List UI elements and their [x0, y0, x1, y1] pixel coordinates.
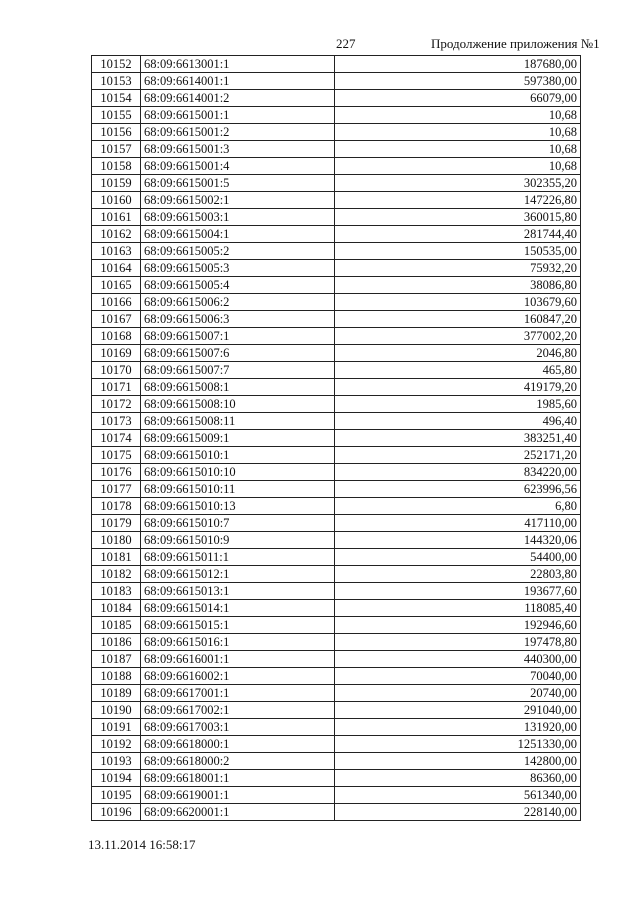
- row-number-cell: 10187: [92, 651, 141, 668]
- row-number-cell: 10158: [92, 158, 141, 175]
- row-number-cell: 10196: [92, 804, 141, 821]
- table-row: [92, 583, 581, 600]
- value-cell: 103679,60: [335, 294, 581, 311]
- value-cell: 150535,00: [335, 243, 581, 260]
- value-cell: 20740,00: [335, 685, 581, 702]
- table-row: [92, 702, 581, 719]
- row-number-cell: 10188: [92, 668, 141, 685]
- table-row: [92, 600, 581, 617]
- table-row: [92, 209, 581, 226]
- row-number-cell: 10163: [92, 243, 141, 260]
- cadastral-number-cell: 68:09:6613001:1: [141, 56, 335, 73]
- row-number-cell: 10193: [92, 753, 141, 770]
- value-cell: 377002,20: [335, 328, 581, 345]
- row-number-cell: 10157: [92, 141, 141, 158]
- row-number-cell: 10186: [92, 634, 141, 651]
- row-number-cell: 10155: [92, 107, 141, 124]
- cadastral-number-cell: 68:09:6615005:3: [141, 260, 335, 277]
- cadastral-number-cell: 68:09:6615005:2: [141, 243, 335, 260]
- cadastral-number-cell: 68:09:6616001:1: [141, 651, 335, 668]
- value-cell: 70040,00: [335, 668, 581, 685]
- cadastral-number-cell: 68:09:6615010:11: [141, 481, 335, 498]
- value-cell: 10,68: [335, 158, 581, 175]
- cadastral-number-cell: 68:09:6618000:1: [141, 736, 335, 753]
- row-number-cell: 10159: [92, 175, 141, 192]
- value-cell: 54400,00: [335, 549, 581, 566]
- value-cell: 118085,40: [335, 600, 581, 617]
- table-row: [92, 90, 581, 107]
- table-row: [92, 787, 581, 804]
- value-cell: 417110,00: [335, 515, 581, 532]
- table-row: [92, 770, 581, 787]
- table-row: [92, 243, 581, 260]
- cadastral-number-cell: 68:09:6618001:1: [141, 770, 335, 787]
- value-cell: 160847,20: [335, 311, 581, 328]
- value-cell: 144320,06: [335, 532, 581, 549]
- value-cell: 193677,60: [335, 583, 581, 600]
- row-number-cell: 10174: [92, 430, 141, 447]
- page-number: 227: [336, 36, 356, 51]
- value-cell: 561340,00: [335, 787, 581, 804]
- cadastral-number-cell: 68:09:6617001:1: [141, 685, 335, 702]
- value-cell: 187680,00: [335, 56, 581, 73]
- cadastral-number-cell: 68:09:6615001:3: [141, 141, 335, 158]
- row-number-cell: 10166: [92, 294, 141, 311]
- cadastral-number-cell: 68:09:6615008:1: [141, 379, 335, 396]
- row-number-cell: 10183: [92, 583, 141, 600]
- value-cell: 465,80: [335, 362, 581, 379]
- value-cell: 66079,00: [335, 90, 581, 107]
- row-number-cell: 10190: [92, 702, 141, 719]
- row-number-cell: 10180: [92, 532, 141, 549]
- cadastral-number-cell: 68:09:6615010:9: [141, 532, 335, 549]
- table-row: [92, 515, 581, 532]
- cadastral-number-cell: 68:09:6615014:1: [141, 600, 335, 617]
- row-number-cell: 10192: [92, 736, 141, 753]
- table-row: [92, 719, 581, 736]
- cadastral-number-cell: 68:09:6615001:2: [141, 124, 335, 141]
- appendix-continuation-note: Продолжение приложения №1: [431, 36, 600, 51]
- cadastral-number-cell: 68:09:6615004:1: [141, 226, 335, 243]
- table-row: [92, 192, 581, 209]
- row-number-cell: 10185: [92, 617, 141, 634]
- row-number-cell: 10156: [92, 124, 141, 141]
- row-number-cell: 10194: [92, 770, 141, 787]
- cadastral-number-cell: 68:09:6617003:1: [141, 719, 335, 736]
- table-row: [92, 634, 581, 651]
- row-number-cell: 10175: [92, 447, 141, 464]
- row-number-cell: 10181: [92, 549, 141, 566]
- value-cell: 496,40: [335, 413, 581, 430]
- cadastral-number-cell: 68:09:6615002:1: [141, 192, 335, 209]
- cadastral-number-cell: 68:09:6615010:7: [141, 515, 335, 532]
- table-row: [92, 804, 581, 821]
- value-cell: 252171,20: [335, 447, 581, 464]
- table-row: [92, 56, 581, 73]
- value-cell: 38086,80: [335, 277, 581, 294]
- cadastral-number-cell: 68:09:6617002:1: [141, 702, 335, 719]
- table-row: [92, 430, 581, 447]
- table-row: [92, 481, 581, 498]
- value-cell: 6,80: [335, 498, 581, 515]
- table-row: [92, 413, 581, 430]
- row-number-cell: 10152: [92, 56, 141, 73]
- value-cell: 440300,00: [335, 651, 581, 668]
- table-row: [92, 124, 581, 141]
- cadastral-value-table: [91, 55, 581, 821]
- table-row: [92, 498, 581, 515]
- value-cell: 597380,00: [335, 73, 581, 90]
- value-cell: 86360,00: [335, 770, 581, 787]
- value-cell: 22803,80: [335, 566, 581, 583]
- cadastral-number-cell: 68:09:6619001:1: [141, 787, 335, 804]
- table-row: [92, 379, 581, 396]
- table-row: [92, 226, 581, 243]
- table-row: [92, 566, 581, 583]
- row-number-cell: 10191: [92, 719, 141, 736]
- row-number-cell: 10154: [92, 90, 141, 107]
- row-number-cell: 10164: [92, 260, 141, 277]
- cadastral-number-cell: 68:09:6615005:4: [141, 277, 335, 294]
- cadastral-number-cell: 68:09:6615008:10: [141, 396, 335, 413]
- row-number-cell: 10184: [92, 600, 141, 617]
- row-number-cell: 10179: [92, 515, 141, 532]
- row-number-cell: 10153: [92, 73, 141, 90]
- row-number-cell: 10161: [92, 209, 141, 226]
- cadastral-number-cell: 68:09:6615016:1: [141, 634, 335, 651]
- row-number-cell: 10195: [92, 787, 141, 804]
- table-row: [92, 396, 581, 413]
- value-cell: 131920,00: [335, 719, 581, 736]
- table-row: [92, 158, 581, 175]
- table-row: [92, 277, 581, 294]
- cadastral-number-cell: 68:09:6614001:1: [141, 73, 335, 90]
- cadastral-number-cell: 68:09:6615001:5: [141, 175, 335, 192]
- cadastral-number-cell: 68:09:6615012:1: [141, 566, 335, 583]
- cadastral-number-cell: 68:09:6615007:7: [141, 362, 335, 379]
- table-row: [92, 651, 581, 668]
- table-row: [92, 549, 581, 566]
- cadastral-number-cell: 68:09:6616002:1: [141, 668, 335, 685]
- table-row: [92, 141, 581, 158]
- row-number-cell: 10168: [92, 328, 141, 345]
- value-cell: 142800,00: [335, 753, 581, 770]
- row-number-cell: 10171: [92, 379, 141, 396]
- value-cell: 10,68: [335, 124, 581, 141]
- cadastral-number-cell: 68:09:6620001:1: [141, 804, 335, 821]
- value-cell: 2046,80: [335, 345, 581, 362]
- cadastral-number-cell: 68:09:6615010:1: [141, 447, 335, 464]
- table-row: [92, 73, 581, 90]
- value-cell: 419179,20: [335, 379, 581, 396]
- cadastral-number-cell: 68:09:6615007:1: [141, 328, 335, 345]
- row-number-cell: 10177: [92, 481, 141, 498]
- value-cell: 360015,80: [335, 209, 581, 226]
- table-body: [92, 56, 581, 821]
- table-row: [92, 753, 581, 770]
- table-row: [92, 107, 581, 124]
- cadastral-number-cell: 68:09:6615011:1: [141, 549, 335, 566]
- cadastral-number-cell: 68:09:6615010:13: [141, 498, 335, 515]
- table-row: [92, 668, 581, 685]
- value-cell: 834220,00: [335, 464, 581, 481]
- cadastral-number-cell: 68:09:6615008:11: [141, 413, 335, 430]
- value-cell: 10,68: [335, 107, 581, 124]
- table-row: [92, 294, 581, 311]
- row-number-cell: 10170: [92, 362, 141, 379]
- cadastral-number-cell: 68:09:6615006:3: [141, 311, 335, 328]
- row-number-cell: 10178: [92, 498, 141, 515]
- cadastral-number-cell: 68:09:6615010:10: [141, 464, 335, 481]
- value-cell: 383251,40: [335, 430, 581, 447]
- table-row: [92, 311, 581, 328]
- print-timestamp: 13.11.2014 16:58:17: [88, 837, 196, 852]
- cadastral-number-cell: 68:09:6615013:1: [141, 583, 335, 600]
- table-row: [92, 447, 581, 464]
- table-row: [92, 685, 581, 702]
- cadastral-number-cell: 68:09:6615001:4: [141, 158, 335, 175]
- table-row: [92, 736, 581, 753]
- row-number-cell: 10189: [92, 685, 141, 702]
- cadastral-number-cell: 68:09:6615015:1: [141, 617, 335, 634]
- row-number-cell: 10165: [92, 277, 141, 294]
- value-cell: 228140,00: [335, 804, 581, 821]
- row-number-cell: 10182: [92, 566, 141, 583]
- cadastral-number-cell: 68:09:6615001:1: [141, 107, 335, 124]
- table-row: [92, 328, 581, 345]
- value-cell: 291040,00: [335, 702, 581, 719]
- value-cell: 281744,40: [335, 226, 581, 243]
- cadastral-number-cell: 68:09:6615007:6: [141, 345, 335, 362]
- value-cell: 197478,80: [335, 634, 581, 651]
- table-row: [92, 362, 581, 379]
- table-row: [92, 260, 581, 277]
- value-cell: 75932,20: [335, 260, 581, 277]
- table-row: [92, 345, 581, 362]
- row-number-cell: 10176: [92, 464, 141, 481]
- row-number-cell: 10169: [92, 345, 141, 362]
- value-cell: 10,68: [335, 141, 581, 158]
- value-cell: 302355,20: [335, 175, 581, 192]
- value-cell: 623996,56: [335, 481, 581, 498]
- row-number-cell: 10167: [92, 311, 141, 328]
- row-number-cell: 10160: [92, 192, 141, 209]
- row-number-cell: 10173: [92, 413, 141, 430]
- table-row: [92, 532, 581, 549]
- row-number-cell: 10172: [92, 396, 141, 413]
- value-cell: 1985,60: [335, 396, 581, 413]
- row-number-cell: 10162: [92, 226, 141, 243]
- cadastral-number-cell: 68:09:6615006:2: [141, 294, 335, 311]
- value-cell: 1251330,00: [335, 736, 581, 753]
- table-row: [92, 464, 581, 481]
- cadastral-number-cell: 68:09:6618000:2: [141, 753, 335, 770]
- cadastral-number-cell: 68:09:6614001:2: [141, 90, 335, 107]
- value-cell: 147226,80: [335, 192, 581, 209]
- cadastral-number-cell: 68:09:6615003:1: [141, 209, 335, 226]
- value-cell: 192946,60: [335, 617, 581, 634]
- cadastral-number-cell: 68:09:6615009:1: [141, 430, 335, 447]
- table-row: [92, 617, 581, 634]
- table-row: [92, 175, 581, 192]
